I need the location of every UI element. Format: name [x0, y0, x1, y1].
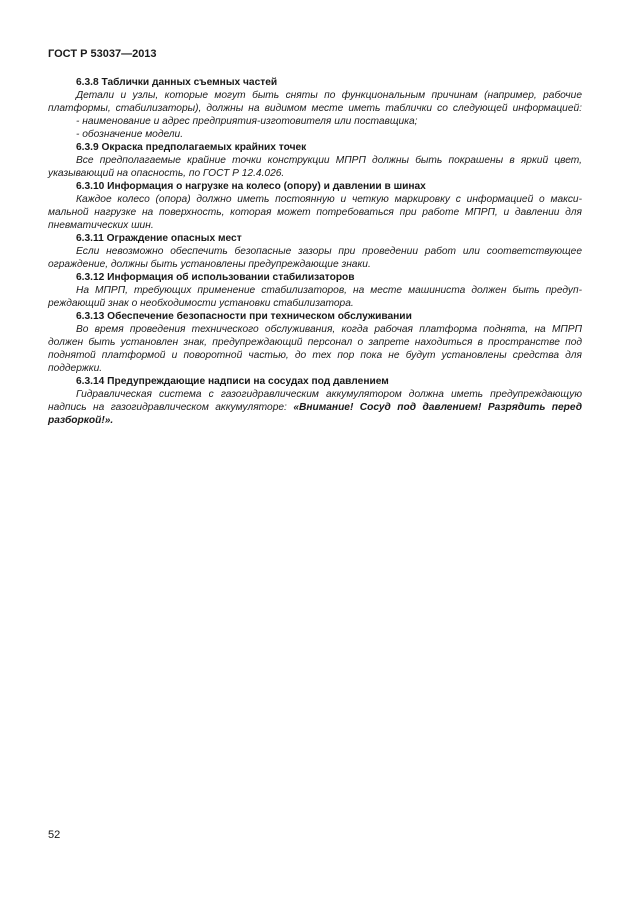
- line-text: поддержки.: [48, 363, 103, 374]
- warning-text: разборкой!».: [48, 415, 114, 426]
- line-text: ограждение, должны быть установлены предупреждающие знаки.: [48, 259, 371, 270]
- section-heading: 6.3.13 Обеспечение безопасности при техническом обслуживании: [76, 311, 412, 322]
- section: [48, 271, 582, 310]
- text-line: [48, 167, 582, 180]
- section: [48, 232, 582, 271]
- line-text: - обозначение модели.: [76, 129, 184, 140]
- line-text: Каждое колесо (опора) должно иметь постоянную и четкую маркировку с информацией о макси-: [76, 194, 582, 205]
- text-line: [48, 206, 582, 219]
- line-text: Если невозможно обеспечить безопасные зазоры при проведении работ или соответствующее: [76, 246, 582, 257]
- line-text: реждающий знак о необходимости установки стабилизатора.: [48, 298, 354, 309]
- section-heading: 6.3.11 Ограждение опасных мест: [76, 233, 242, 244]
- document-body: [48, 76, 582, 427]
- line-text: Детали и узлы, которые могут быть сняты по функциональным причинам (например, рабочие: [76, 90, 582, 101]
- section: [48, 180, 582, 232]
- line-text: должен быть установлен знак, предупреждающий персонал о запрете находиться в пространстве под: [48, 337, 582, 348]
- section-heading: 6.3.8 Таблички данных съемных частей: [76, 77, 278, 88]
- text-line: [48, 414, 582, 427]
- section-heading: 6.3.9 Окраска предполагаемых крайних точек: [76, 142, 307, 153]
- text-line: [48, 258, 582, 271]
- warning-text: «Внимание! Сосуд под давлением! Разрядить перед: [293, 402, 582, 413]
- text-line: [48, 284, 582, 297]
- line-text: мальной нагрузке на поверхность, которая может потребоваться при работе МПРП, и давлении для: [48, 207, 582, 218]
- line-text: указывающий на опасность, по ГОСТ Р 12.4.026.: [48, 168, 285, 179]
- line-text: На МПРП, требующих применение стабилизаторов, на месте машиниста должен быть предуп-: [76, 285, 582, 296]
- text-line: [48, 102, 582, 115]
- text-line: [48, 297, 582, 310]
- section: [48, 310, 582, 375]
- text-line: [48, 401, 582, 414]
- line-text: платформы, стабилизаторы), должны на видимом месте иметь таблички со следующей информацией:: [48, 103, 582, 114]
- text-line: [48, 362, 582, 375]
- text-line: [48, 115, 582, 128]
- text-line: [48, 89, 582, 102]
- section: [48, 141, 582, 180]
- text-line: [48, 154, 582, 167]
- line-text: пневматических шин.: [48, 220, 154, 231]
- line-text: - наименование и адрес предприятия-изготовителя или поставщика;: [76, 116, 418, 127]
- section: [48, 76, 582, 141]
- text-line: [48, 128, 582, 141]
- line-text: поднятой платформой и поворотной частью, до тех пор пока не будут установлены средства для: [48, 350, 582, 361]
- section: [48, 375, 582, 427]
- text-line: [48, 219, 582, 232]
- line-text: Все предполагаемые крайние точки конструкции МПРП должны быть покрашены в яркий цвет,: [76, 155, 582, 166]
- document-header: ГОСТ Р 53037—2013: [48, 48, 157, 60]
- text-line: [48, 245, 582, 258]
- text-line: [48, 336, 582, 349]
- line-text: Во время проведения технического обслуживания, когда рабочая платформа поднята, на МПРП: [76, 324, 582, 335]
- section-heading: 6.3.14 Предупреждающие надписи на сосудах под давлением: [76, 376, 389, 387]
- page-number: 52: [48, 829, 61, 841]
- text-line: [48, 193, 582, 206]
- section-heading: 6.3.12 Информация об использовании стабилизаторов: [76, 272, 355, 283]
- text-line: [48, 349, 582, 362]
- text-line: [48, 388, 582, 401]
- line-text: надпись на газогидравлическом аккумуляторе:: [48, 402, 294, 413]
- line-text: Гидравлическая система с газогидравлическим аккумулятором должна иметь предупреждающую: [76, 389, 582, 400]
- section-heading: 6.3.10 Информация о нагрузке на колесо (опору) и давлении в шинах: [76, 181, 426, 192]
- text-line: [48, 323, 582, 336]
